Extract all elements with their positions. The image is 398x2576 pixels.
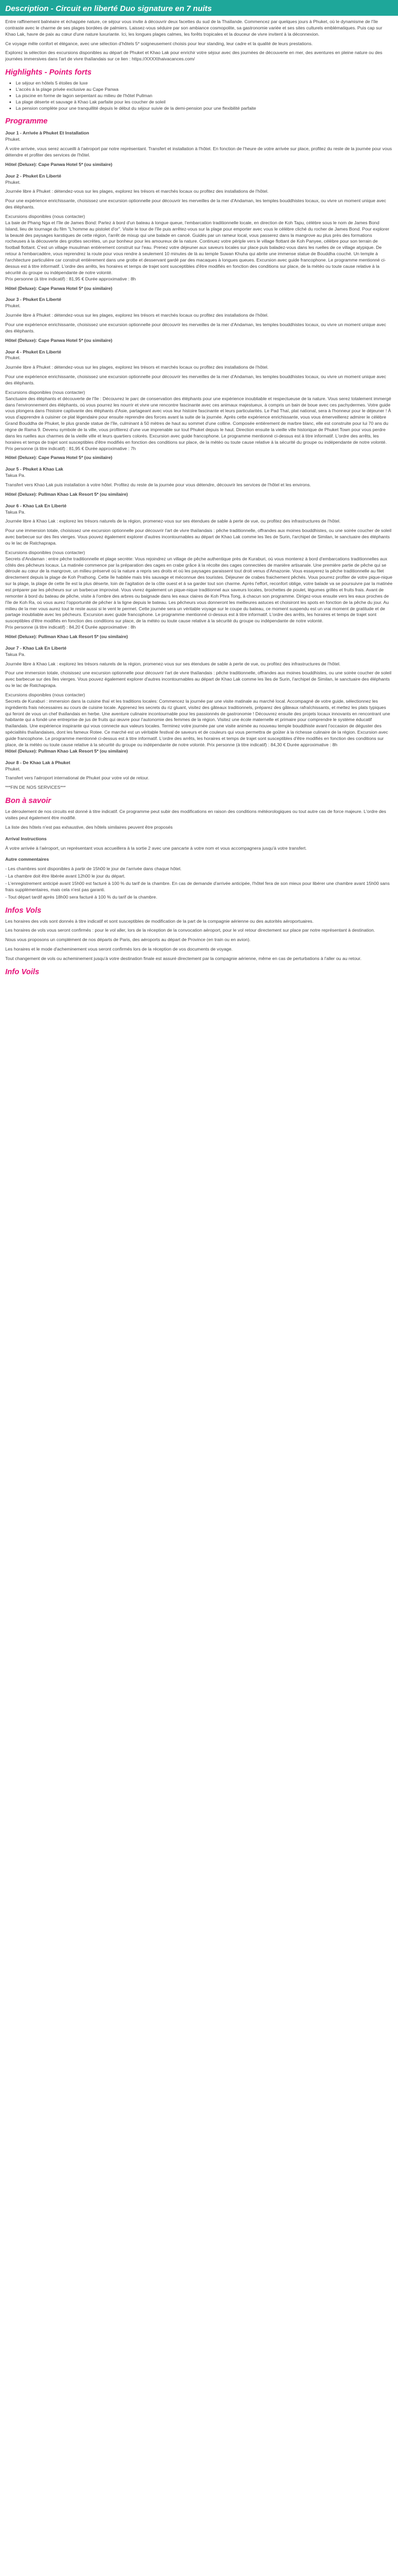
day-text: Pour une immersion totale, choisissez une excursion optionnelle pour découvrir l'art de vivre thaïlandais : pêche traditionnelle, offrandes aux moines bouddhistes, ou une soirée coucher de soleil avec barbecue sur des îles vierges. Vous pouvez également explorer d'autres incontournables au départ de Khao Lak comme les îles de Surin, l'archipel de Similan, le sanctuaire des éléphants ou le lac de Ratchaprapa. xyxy=(5,528,392,546)
bon-a-savoir-text: La liste des hôtels n'est pas exhaustive, des hôtels similaires peuvent être proposés xyxy=(5,824,173,830)
day-1 xyxy=(5,130,393,168)
excursion-price: Prix personne (à titre indicatif) : 81,95 € Durée approximative : 8h xyxy=(5,276,136,281)
page-title: Description - Circuit en liberté Duo signature en 7 nuits xyxy=(0,0,398,16)
day-text: Pour une immersion totale, choisissez une excursion optionnelle pour découvrir l'art de vivre thaïlandais : pêche traditionnelle, offrandes aux moines bouddhistes, ou une soirée coucher de soleil avec barbecue sur des îles vierges. Vous pouvez également explorer d'autres incontournables au départ de Khao Lak comme les îles de Surin, l'archipel de Similan, le sanctuaire des éléphants ou le lac de Ratchaprapa. xyxy=(5,670,392,689)
comment-item: - Tout départ tardif après 18h00 sera facturé à 100 % du tarif de la chambre. xyxy=(5,894,158,900)
arrival-heading: Arrival Instructions xyxy=(5,836,47,841)
day-place: Takua Pa. xyxy=(5,651,26,657)
arrival-text: À votre arrivée à l'aéroport, un représentant vous accueillera à la sortie 2 avec une pancarte à votre nom et vous accompagnera jusqu'à votre transfert. xyxy=(5,845,307,851)
day-text: Transfert vers l'aéroport international de Phuket pour votre vol de retour. xyxy=(5,775,150,781)
day-text: Pour une expérience enrichissante, choisissez une excursion optionnelle pour découvrir les merveilles de la mer d'Andaman, les temples bouddhistes locaux, ou vivre un moment unique avec des éléphants. xyxy=(5,374,386,385)
excursion-text: Secrets d'Andaman : entre pêche traditionnelle et plage secrète: Vous rejoindrez un village de pêche authentique près de Kuraburi, où vous monterez à bord d'embarcations traditionnelles aux côtés des pêcheurs locaux. La matinée commence par la préparation des cages en crabe grâce à la récolte des cages connectées de manière artisanale. Une première partie de pêche qui se déroule au cœur de la mangrove, un milieu préservé où la nature a repris ses droits et où les paysages paraissent tout droit venus d'Amazonie. Vous essayerez la pêche traditionnelle au filet directement depuis la plage de Koh Prathong. Cette île habitée mais très sauvage et méconnue des touristes. Déjeuner de crabes fraichement pêchés. Vous pourrez profiter de votre pique-nique sur la plage, la plage de cette île est la plus déserte, loin de l'agitation de la côte ouest et à sa garder tout son charme. Après l'effort, reconfort oblige, votre balade va se poursuivre par la matinée est préparer par les pêcheurs sur un barbecue improvisé. Vous vivrez également un pique-nique traditionnel aux saveurs locales, brochettes de poulet, légumes grillés et fruits frais. Avant de remonter à bord du bateau de pêche, visite à l'ombre des arbres ou baignade dans les eaux claires de Koh Phra Tong, à chacun son programme. Dirigez-vous ensuite vers les eaux proches de l'île de Koh Ra, où vous aurez l'opportunité de pêcher à la ligne depuis le bateau. Les pêcheurs vous donneront les meilleures astuces et choisiront les spots en fonction de la pêche du jour. Au milieu de la mer vous aurez tout le reste aussi si le vent le permet. Cette journée sera un véritable voyage sur le coupe du bateau, ce moment suspendu est un vrai moment de gratitude et de partage inoubliable avec les pêcheurs. Excursion avec guide francophone. Le programme mentionné ci-dessus est à titre informatif. L'ordre des arrêts, les horaires et temps de trajet sont susceptibles d'être modifiés en fonction des conditions sur place, de la météo ou toute cause relative à la sécurité du groupe ou indépendante de notre volonté. xyxy=(5,556,393,624)
day-title: Jour 1 - Arrivée à Phuket Et Installation xyxy=(5,130,89,136)
day-place: Phuket. xyxy=(5,179,21,185)
day-hotel: Hôtel (Deluxe): Pullman Khao Lak Resort 5* (ou similaire) xyxy=(5,634,128,640)
day-text: Pour une expérience enrichissante, choisissez une excursion optionnelle pour découvrir les merveilles de la mer d'Andaman, les temples bouddhistes locaux, ou vivre un moment unique avec des éléphants. xyxy=(5,321,386,333)
comments-list xyxy=(5,866,393,900)
excursion-title: Excursions disponibles (nous contacter) xyxy=(5,389,85,395)
content xyxy=(0,16,398,977)
highlight-item: • La piscine en forme de lagon serpentant au milieu de l'hôtel Pullman xyxy=(16,93,393,99)
excursion-title: Excursions disponibles (nous contacter) xyxy=(5,549,85,555)
day-2 xyxy=(5,173,393,292)
day-place: Phuket. xyxy=(5,766,21,771)
intro-paragraph: Ce voyage mêle confort et élégance, avec une sélection d'hôtels 5* soigneusement choisis pour leur standing, leur cadre et la qualité de leurs prestations. xyxy=(5,40,313,46)
highlight-item: • L'accès à la plage privée exclusive au Cape Panwa xyxy=(16,87,393,93)
programme-heading: Programme xyxy=(5,117,48,126)
day-title: Jour 6 - Khao Lak En Liberté xyxy=(5,503,67,508)
day-text: Pour une expérience enrichissante, choisissez une excursion optionnelle pour découvrir les merveilles de la mer d'Andaman, les temples bouddhistes locaux, ou vivre un moment unique avec des éléphants. xyxy=(5,198,386,210)
highlight-item: • La plage déserte et sauvage à Khao Lak parfaite pour les coucher de soleil xyxy=(16,99,393,106)
excursion-price: Prix personne (à titre indicatif) : 84,20 € Durée approximative : 8h xyxy=(5,624,136,630)
comment-item: - La chambre doit être libérée avant 12h00 le jour du départ. xyxy=(5,873,125,879)
day-6 xyxy=(5,503,393,640)
info-villes-heading: Info Voils xyxy=(5,967,39,976)
day-place: Phuket. xyxy=(5,303,21,309)
infos-vols-heading: Infos Vols xyxy=(5,906,41,915)
bon-a-savoir-text: Le déroulement de nos circuits est donné à titre indicatif. Ce programme peut subir des modifications en raison des conditions météorologiques ou tout autre cas de force majeure. L'ordre des visites peut également être modifié. xyxy=(5,809,386,820)
excursion-text: La baie de Phang Nga et l'île de James Bond: Partez à bord d'un bateau à longue queue, l'embarcation traditionnelle locale, en direction de Koh Tapu, célèbre sous le nom de James Bond Island, lieu de tournage du film "L'homme au pistolet d'or". Visite le tour de l'île puis arrêtez-vous sur la plage pour emporter avec vous le célèbre cliché du rocher de James Bond. Pour explorer la beauté des paysages karstiques de cette région, l'arrêt de mixup qui une balade en canoë. Guidés par un rameur local, vous passerez dans la mangrove au plus près des formations rocheuses à la découverte des grottes secrètes, un pur bonheur pour les amoureux de la nature. Continuez votre périple vers le village flottant de Koh Panyee, célèbre pour son terrain de football flottant. C'est un village musulman entièrement construit sur l'eau. Prenez votre déjeuner aux saveurs locales sur place puis baladez-vous dans les ruelles de ce village atypique. De retour à l'embarcadère, vous reprendrez la route pour vous rendre à seulement 10 minutes de là au temple Suwan Khuha qui abrite une immense statue de Bouddha couché. Un temple à l'architecture particulière car construit entièrement dans une grotte et desservant gardé par des macaques à longues queues. Excursion avec guide francophone. Le programme mentionné ci-dessus est à titre informatif. L'ordre des arrêts, les horaires et temps de trajet sont susceptibles d'être modifiés en fonction des conditions sur place, de la météo ou toute cause relative à la sécurité du groupe ou indépendante de notre volonté. xyxy=(5,220,390,275)
day-place: Takua Pa. xyxy=(5,509,26,515)
day-hotel: Hôtel (Deluxe): Pullman Khao Lak Resort 5* (ou similaire) xyxy=(5,491,128,497)
day-5 xyxy=(5,466,393,497)
infos-vols-text: Les horaires de vols vous seront confirmés : pour le vol aller, lors de la réception de la convocation aéroport, pour le vol retour directement sur place par notre représentant à destination. xyxy=(5,927,375,933)
day-hotel: Hôtel (Deluxe): Cape Panwa Hotel 5* (ou similaire) xyxy=(5,337,112,343)
day-title: Jour 2 - Phuket En Liberté xyxy=(5,173,61,179)
comment-item: - L'enregistrement anticipé avant 15h00 est facturé à 100 % du tarif de la chambre. En cas de demande d'arrivée anticipée, l'hôtel fera de son mieux pour libérer une chambre avant 15h00 sans frais supplémentaires, mais cela n'est pas garanti. xyxy=(5,880,390,892)
highlights-heading: Highlights - Points forts xyxy=(5,68,92,77)
day-title: Jour 3 - Phuket En Liberté xyxy=(5,297,61,303)
day-hotel: Hôtel (Deluxe): Pullman Khao Lak Resort 5* (ou similaire) xyxy=(5,748,128,754)
day-hotel: Hôtel (Deluxe): Cape Panwa Hotel 5* (ou similaire) xyxy=(5,455,112,461)
highlights-list xyxy=(5,80,393,111)
day-text: Journée libre à Khao Lak : explorez les trésors naturels de la région, promenez-vous sur ses étendues de sable à perte de vue, ou profitez des infrastructures de l'hôtel. xyxy=(5,518,341,524)
day-3 xyxy=(5,297,393,343)
day-7 xyxy=(5,645,393,755)
excursion-title: Excursions disponibles (nous contacter) xyxy=(5,692,85,698)
day-4 xyxy=(5,349,393,462)
page xyxy=(0,0,398,985)
day-place: Phuket. xyxy=(5,355,21,361)
excursion-title: Excursions disponibles (nous contacter) xyxy=(5,214,85,220)
day-place: Takua Pa. xyxy=(5,473,26,478)
day-title: Jour 7 - Khao Lak En Liberté xyxy=(5,645,67,651)
highlight-item: • Le séjour en hôtels 5 étoiles de luxe xyxy=(16,80,393,87)
day-title: Jour 5 - Phuket à Khao Lak xyxy=(5,466,64,472)
excursion-price: Prix personne (à titre indicatif) : 81,95 € Durée approximative : 7h xyxy=(5,445,136,451)
day-text: Journée libre à Phuket : détendez-vous sur les plages, explorez les trésors et marchés locaux ou profitez des installations de l'hôtel. xyxy=(5,364,269,370)
excursion-text: Secrets de Kuraburi : immersion dans la cuisine thaï et les traditions locales: Commencez la journée par une visite matinale au marché local. Accompagné de votre guide, sélectionnez les ingrédients frais nécessaires au cours de cuisine locale. Apprenez les secrets du riz gluant, visitez des gâteaux traditionnels, préparez des gâteaux rafraîchissants, et mettez les plats typiques qui feront de vous un chef thaïlandais en herbe. Une aventure culinaire incontournable pour les passionnés de gastronomie ! Découvrez ensuite des projets locaux innovants en rencontrant une habitante qui a fondé une entreprise de jus de fruits qui œuvre pour l'autonomie des femmes de la région. Visitez une école maternelle et primaire pour comprendre le système éducatif thaïlandais. Une expérience inspirante qui vous connecte aux valeurs locales. Terminez votre journée par une visite animée au nouveau temple bouddhiste avant l'occasion de déguster des spécialités thaïlandaises, dont les fameux Rotee. Ce marché est un véritable festival de saveurs et de couleurs qui vous permettra de goûter à la richesse culinaire de la région. Excursion avec guide francophone. Le programme mentionné ci-dessus est à titre informatif. L'ordre des arrêts, les horaires et temps de trajet sont susceptibles d'être modifiés en fonction des conditions sur place, de la météo ou toute cause relative à la sécurité du groupe ou indépendante de notre volonté. Prix personne (à titre indicatif) : 84,30 € Durée approximative : 8h xyxy=(5,698,390,747)
infos-vols-text: Tout changement de vols ou acheminement jusqu'à votre destination finale est assuré directement par la compagnie aérienne, même en cas de perturbations à l'aller ou au retour. xyxy=(5,955,362,961)
highlight-item: • La pension complète pour une tranquillité depuis le début du séjour suivie de la demi-pension pour une flexibilité parfaite xyxy=(16,106,393,112)
day-text: Journée libre à Khao Lak : explorez les trésors naturels de la région, promenez-vous sur ses étendues de sable à perte de vue, ou profitez des infrastructures de l'hôtel. xyxy=(5,661,341,666)
day-text: Journée libre à Phuket : détendez-vous sur les plages, explorez les trésors et marchés locaux ou profitez des installations de l'hôtel. xyxy=(5,312,269,318)
infos-vols-text: Les horaires des vols sont donnés à titre indicatif et sont susceptibles de modification de la part de la compagnie aérienne ou des autorités aéroportuaires. xyxy=(5,918,314,924)
day-8 xyxy=(5,760,393,791)
day-hotel: Hôtel (Deluxe): Cape Panwa Hotel 5* (ou similaire) xyxy=(5,285,112,291)
day-text: À votre arrivée, vous serez accueilli à l'aéroport par notre représentant. Transfert et installation à l'hôtel. En fonction de l'heure de votre arrivée sur place, profitez du reste de la journée pour vous détendre et profiter des services de l'hôtel. xyxy=(5,146,392,158)
comments-heading: Autre commentaires xyxy=(5,857,49,862)
day-title: Jour 4 - Phuket En Liberté xyxy=(5,349,61,354)
intro-paragraph: Explorez la sélection des excursions disponibles au départ de Phuket et Khao Lak pour enrichir votre séjour avec des journées de découverte en mer, des aventures en pleine nature ou des journées immersives dans l'art de vivre thaïlandais sur ce lien : https://XXXXthaivacances.com/ xyxy=(5,50,383,62)
excursion-text: Sanctuaire des éléphants et découverte de l'île : Découvrez le parc de conservation des éléphants pour une expérience inoubliable et respectueuse de la nature. Vous serez totalement immergé dans l'environnement des éléphants, où vous pourrez les nourrir et vivre une rencontre fascinante avec ces animaux majestueux, à compris un bain de boue avec ces pachydermes. Votre guide vous plongera dans l'histoire captivante des éléphants d'Asie, partageant avec vous leur histoire fascinante et leurs particularités. Le Pad Thaï, plat national, sera à l'honneur pour le déjeuner ! À vous d'apprendre à cuisiner ce plat légendaire pour ensuite reprendre des forces avant la suite de la journée. Après cette expérience enrichissante, vous vous émerveillerez admirer le célèbre Grand Bouddha de Phuket, le plus grande statue de l'île, culminant à 50 mètres de haut au sommet d'une colline. Composée entièrement de marbre blanc, elle est construite pour lui 70 ans du règne de Rama 9. Devenu symbole de la ville, vous profiterez d'une vue imprenable sur tout Phuket depuis le haut. Direction ensuite la vieille ville historique de Phuket Town pour vous perdre dans les ruelles aux charmes de la vieille ville et leurs quartiers colorés. Excursion avec guide francophone. Le programme mentionné ci-dessus est à titre informatif. L'ordre des arrêts, les horaires et temps de trajet sont susceptibles d'être modifiés en fonction des conditions sur place, de la météo ou toute cause relative à la sécurité du groupe ou indépendante de notre volonté. xyxy=(5,395,391,445)
comment-item: - Les chambres sont disponibles à partir de 15h00 le jour de l'arrivée dans chaque hôtel. xyxy=(5,866,182,872)
day-text: Journée libre à Phuket : détendez-vous sur les plages, explorez les trésors et marchés locaux ou profitez des installations de l'hôtel. xyxy=(5,189,269,194)
intro-paragraph: Entre raffinement balnéaire et échappée nature, ce séjour vous invite à découvrir deux facettes du sud de la Thaïlande. Commencez par quelques jours à Phuket, où le dynamisme de l'île contraste avec le charme de ses plages bordées de palmiers. Laissez-vous séduire par son ambiance cosmopolite, sa gastronomie variée et ses sites culturels emblématiques. Puis cap sur Khao Lak, havre de paix au cœur d'une nature luxuriante. Ici, les longues plages calmes, les forêts tropicales et la douceur de vivre invitent à la déconnexion. xyxy=(5,19,382,37)
day-hotel: Hôtel (Deluxe): Cape Panwa Hotel 5* (ou similaire) xyxy=(5,161,112,167)
infos-vols-text: Les horaires et le mode d'acheminement vous seront confirmés lors de la réception de vos documents de voyage. xyxy=(5,946,233,952)
day-place: Phuket. xyxy=(5,137,21,142)
day-title: Jour 8 - De Khao Lak à Phuket xyxy=(5,759,70,765)
bon-a-savoir-heading: Bon à savoir xyxy=(5,797,51,806)
day-text: ***FIN DE NOS SERVICES*** xyxy=(5,785,66,790)
intro xyxy=(5,19,393,62)
day-text: Transfert vers Khao Lak puis installation à votre hôtel. Profitez du reste de la journée pour vous détendre, découvrir les services de l'hôtel et les environs. xyxy=(5,482,311,487)
infos-vols-text: Nous vous proposons un complément de nos départs de Paris, des aéroports au départ de Province (en train ou en avion). xyxy=(5,937,251,943)
